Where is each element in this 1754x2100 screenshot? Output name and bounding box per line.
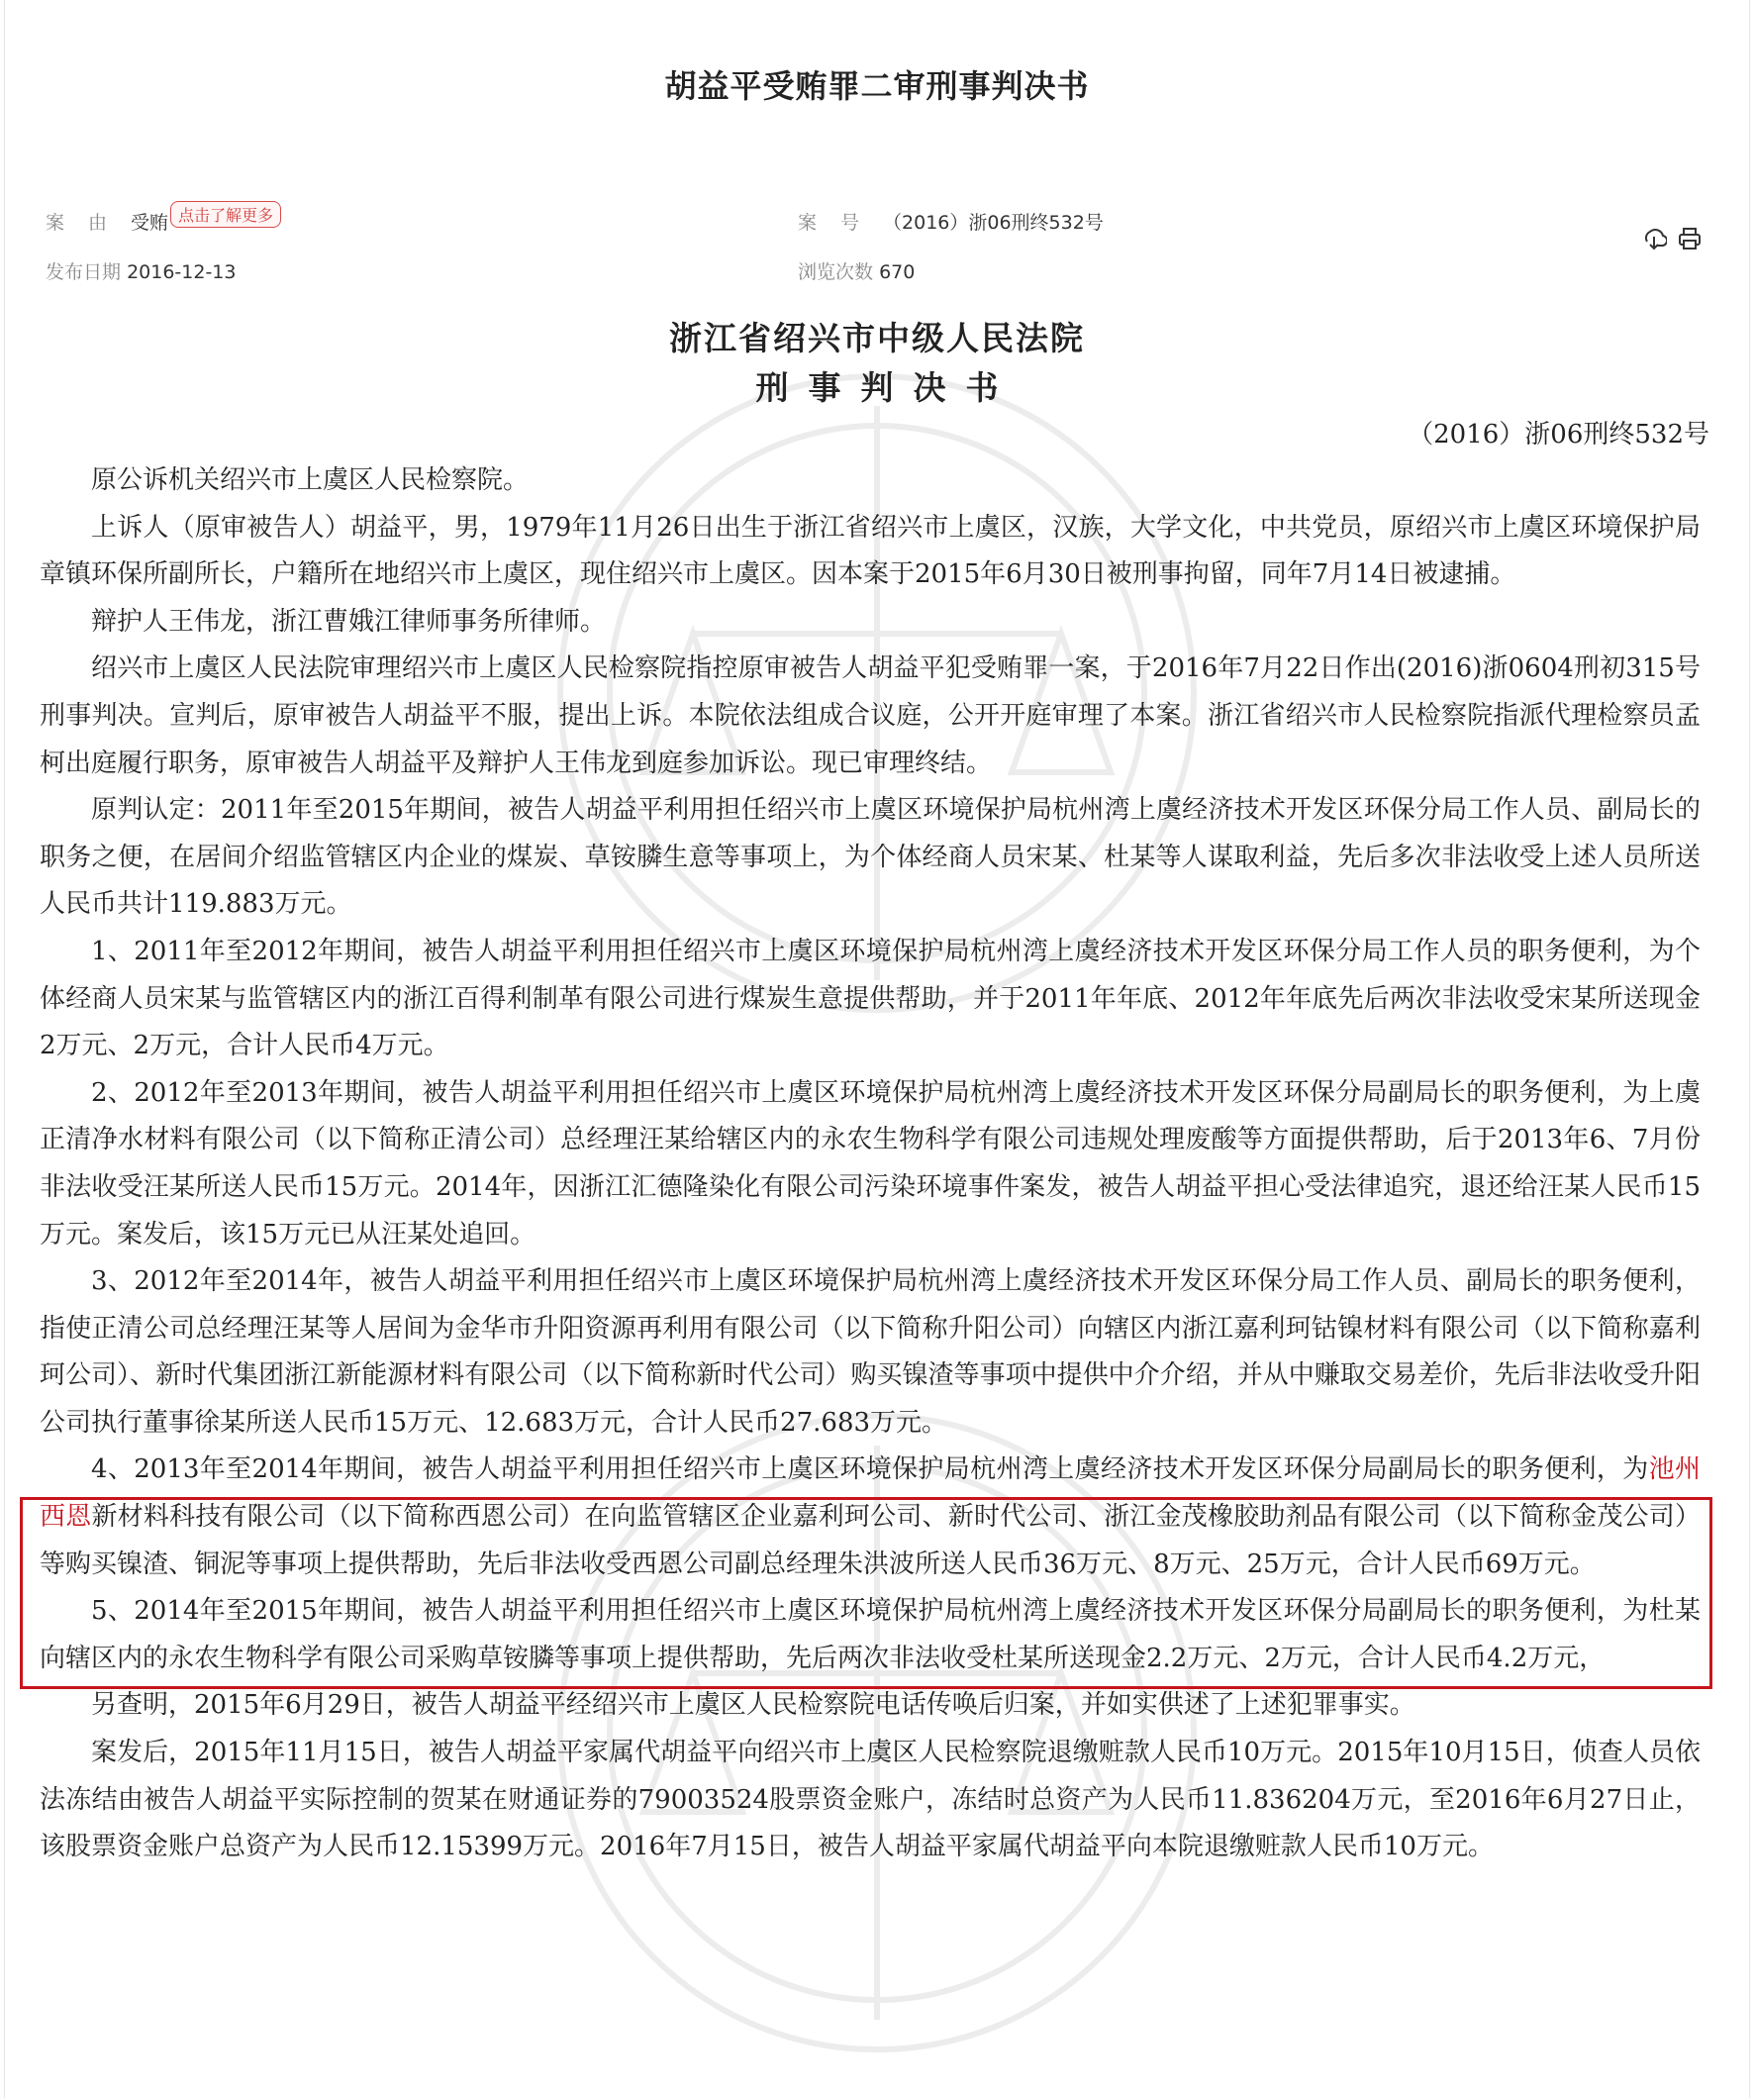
court-name: 浙江省绍兴市中级人民法院 xyxy=(669,319,1085,357)
case-number-value: （2016）浙06刑终532号 xyxy=(883,212,1104,234)
paragraph-defender: 辩护人王伟龙，浙江曹娥江律师事务所律师。 xyxy=(91,606,607,637)
paragraph-appellant: 上诉人（原审被告人）胡益平，男，1979年11月26日出生于浙江省绍兴市上虞区，汉族，大学文化，中共党员，原绍兴市上虞区环境保护局章镇环保所副所长，户籍所在地绍兴市上虞区，现住绍兴市上虞区。因本案于2015年6月30日被刑事拘留，同年7月14日被逮捕。 xyxy=(40,512,1701,590)
views-label: 浏览次数 xyxy=(798,261,874,283)
cause-field xyxy=(46,208,281,236)
paragraph-count-2: 2、2012年至2013年期间，被告人胡益平利用担任绍兴市上虞区环境保护局杭州湾上虞经济技术开发区环保分局副局长的职务便利，为上虞正清净水材料有限公司（以下简称正清公司）总经理汪某给辖区内的永农生物科学有限公司违规处理废酸等方面提供帮助，后于2013年6、7月份非法收受汪某所送人民币15万元。2014年，因浙江汇德隆染化有限公司污染环境事件案发，被告人胡益平担心受法律追究，退还给汪某人民币15万元。案发后，该15万元已从汪某处追回。 xyxy=(40,1077,1701,1250)
count-4-text-b: 新材料科技有限公司（以下简称西恩公司）在向监管辖区企业嘉利珂公司、新时代公司、浙江金茂橡胶助剂品有限公司（以下简称金茂公司）等购买镍渣、铜泥等事项上提供帮助，先后非法收受西恩公司副总经理朱洪波所送人民币36万元、8万元、25万元，合计人民币69万元。 xyxy=(40,1502,1701,1579)
document-title: 胡益平受贿罪二审刑事判决书 xyxy=(664,67,1090,105)
publish-date-field xyxy=(46,257,236,284)
paragraph-further-finding: 另查明，2015年6月29日，被告人胡益平经绍兴市上虞区人民检察院电话传唤后归案，并如实供述了上述犯罪事实。 xyxy=(91,1690,1415,1721)
download-icon[interactable] xyxy=(1641,226,1667,251)
learn-more-badge[interactable]: 点击了解更多 xyxy=(170,201,281,228)
count-4-text-a: 4、2013年至2014年期间，被告人胡益平利用担任绍兴市上虞区环境保护局杭州湾上虞经济技术开发区环保分局副局长的职务便利，为 xyxy=(91,1454,1649,1485)
paragraph-original-finding: 原判认定：2011年至2015年期间，被告人胡益平利用担任绍兴市上虞区环境保护局杭州湾上虞经济技术开发区环保分局工作人员、副局长的职务之便，在居间介绍监管辖区内企业的煤炭、草铵膦生意等事项上，为个体经商人员宋某、杜某等人谋取利益，先后多次非法收受上述人员所送人民币共计119.883万元。 xyxy=(40,795,1701,920)
publish-date-label: 发布日期 xyxy=(46,261,122,283)
paragraph-after-case: 案发后，2015年11月15日，被告人胡益平家属代胡益平向绍兴市上虞区人民检察院退缴赃款人民币10万元。2015年10月15日，侦查人员依法冻结由被告人胡益平实际控制的贺某在财通证券的79003524股票资金账户，冻结时总资产为人民币11.836204万元，至2016年6月27日止，该股票资金账户总资产为人民币12.15399万元。2016年7月15日，被告人胡益平家属代胡益平向本院退缴赃款人民币10万元。 xyxy=(40,1738,1701,1862)
case-number-header: （2016）浙06刑终532号 xyxy=(1408,420,1709,450)
paragraph-count-5: 5、2014年至2015年期间，被告人胡益平利用担任绍兴市上虞区环境保护局杭州湾上虞经济技术开发区环保分局副局长的职务便利，为杜某向辖区内的永农生物科学有限公司采购草铵膦等事项上提供帮助，先后两次非法收受杜某所送现金2.2万元、2万元，合计人民币4.2万元， xyxy=(40,1596,1701,1673)
paragraph-procedure: 绍兴市上虞区人民法院审理绍兴市上虞区人民检察院指控原审被告人胡益平犯受贿罪一案，于2016年7月22日作出(2016)浙0604刑初315号刑事判决。宣判后，原审被告人胡益平不服，提出上诉。本院依法组成合议庭，公开开庭审理了本案。浙江省绍兴市人民检察院指派代理检察员孟柯出庭履行职务，原审被告人胡益平及辩护人王伟龙到庭参加诉讼。现已审理终结。 xyxy=(40,653,1701,778)
print-icon[interactable] xyxy=(1677,226,1703,251)
count-4-highlighted-name: 池州西恩 xyxy=(40,1454,1701,1533)
document-type: 刑事判决书 xyxy=(755,368,1019,407)
case-number-label: 案号 xyxy=(798,212,884,234)
paragraph-count-1: 1、2011年至2012年期间，被告人胡益平利用担任绍兴市上虞区环境保护局杭州湾上虞经济技术开发区环保分局工作人员的职务便利，为个体经商人员宋某与监管辖区内的浙江百得利制革有限公司进行煤炭生意提供帮助，并于2011年年底、2012年年底先后两次非法收受宋某所送现金2万元、2万元，合计人民币4万元。 xyxy=(40,936,1701,1061)
cause-value: 受贿 xyxy=(131,212,169,234)
views-field xyxy=(798,257,915,284)
toolbar xyxy=(1641,226,1703,251)
paragraph-count-3: 3、2012年至2014年，被告人胡益平利用担任绍兴市上虞区环境保护局杭州湾上虞经济技术开发区环保分局工作人员、副局长的职务便利，指使正清公司总经理汪某等人居间为金华市升阳资源再利用有限公司（以下简称升阳公司）向辖区内浙江嘉利珂钴镍材料有限公司（以下简称嘉利珂公司）、新时代集团浙江新能源材料有限公司（以下简称新时代公司）购买镍渣等事项中提供中介介绍，并从中赚取交易差价，先后非法收受升阳公司执行董事徐某所送人民币15万元、12.683万元，合计人民币27.683万元。 xyxy=(40,1266,1701,1438)
cause-label: 案由 xyxy=(46,212,132,234)
paragraph-prosecutor: 原公诉机关绍兴市上虞区人民检察院。 xyxy=(91,465,530,495)
publish-date-value: 2016-12-13 xyxy=(127,261,237,283)
views-value: 670 xyxy=(879,261,916,283)
highlight-box xyxy=(20,1497,1712,1689)
case-number-field xyxy=(798,208,1104,235)
